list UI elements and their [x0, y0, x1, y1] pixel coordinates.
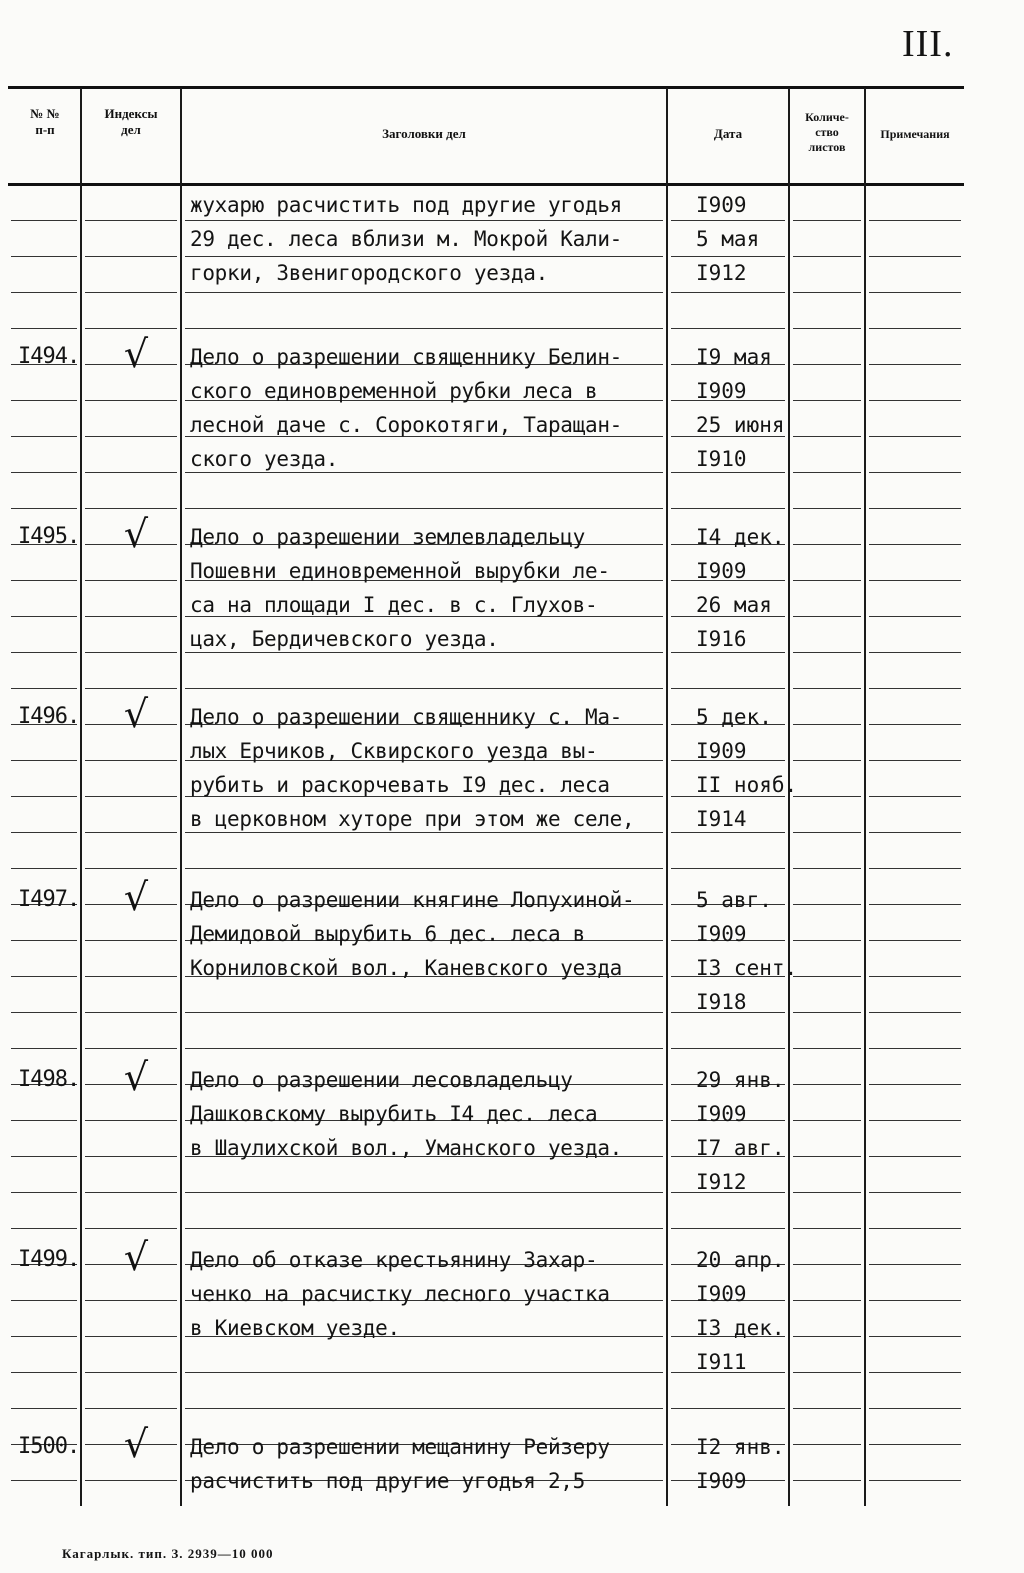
row-rule: [869, 1372, 961, 1373]
header-index: Индексы дел: [104, 106, 158, 137]
row-rule: [793, 1336, 861, 1337]
row-rule: [11, 328, 77, 329]
row-rule: [11, 580, 77, 581]
row-rule: [793, 1228, 861, 1229]
row-rule: [85, 328, 177, 329]
row-rule: [869, 760, 961, 761]
row-rule: [869, 1048, 961, 1049]
header-notes: Примечания: [880, 127, 950, 141]
row-rule: [85, 796, 177, 797]
row-rule: [869, 832, 961, 833]
case-date: I909: [696, 1102, 747, 1126]
row-rule: [793, 904, 861, 905]
row-rule: [793, 364, 861, 365]
case-date: I909: [696, 559, 747, 583]
case-title-line: 29 дес. леса вблизи м. Мокрой Кали-: [190, 227, 623, 251]
row-rule: [11, 1228, 77, 1229]
row-rule: [869, 1264, 961, 1265]
row-rule: [869, 1120, 961, 1121]
check-mark: √: [123, 512, 149, 556]
row-rule: [11, 220, 77, 221]
case-date: I911: [696, 1350, 747, 1374]
row-rule: [793, 1300, 861, 1301]
case-date: I909: [696, 1469, 747, 1493]
row-rule: [869, 1012, 961, 1013]
case-date: I9 мая: [696, 345, 772, 369]
header-title: Заголовки дел: [382, 126, 466, 141]
row-rule: [869, 328, 961, 329]
row-rule: [185, 868, 663, 869]
page-number: III.: [902, 23, 954, 65]
check-mark: √: [123, 1235, 149, 1279]
row-rule: [671, 688, 785, 689]
case-title-line: са на площади I дес. в с. Глухов-: [190, 593, 598, 617]
case-title-line: рубить и раскорчевать I9 дес. леса: [190, 773, 610, 797]
row-rule: [11, 1192, 77, 1193]
case-title-line: Дело о разрешении княгине Лопухиной-: [190, 888, 635, 912]
row-rule: [185, 688, 663, 689]
case-title-line: в церковном хуторе при этом же селе,: [190, 807, 635, 831]
row-rule: [85, 436, 177, 437]
check-mark: √: [123, 692, 149, 736]
row-rule: [793, 796, 861, 797]
row-rule: [85, 1228, 177, 1229]
row-rule: [793, 760, 861, 761]
case-date: 5 мая: [696, 227, 760, 251]
row-rule: [11, 940, 77, 941]
entry-number: I494.: [18, 344, 80, 369]
case-title-line: в Киевском уезде.: [190, 1316, 400, 1340]
row-rule: [793, 1012, 861, 1013]
case-date: 5 дек.: [696, 705, 772, 729]
row-rule: [793, 1156, 861, 1157]
row-rule: [869, 904, 961, 905]
row-rule: [869, 544, 961, 545]
case-title-line: ского уезда.: [190, 447, 339, 471]
row-rule: [185, 328, 663, 329]
case-title-line: расчистить под другие угодья 2,5: [190, 1469, 585, 1493]
row-rule: [793, 1084, 861, 1085]
case-title-line: ского единовременной рубки леса в: [190, 379, 598, 403]
entry-number: I497.: [18, 887, 80, 912]
case-title-line: Дело о разрешении мещанину Рейзеру: [190, 1435, 610, 1459]
row-rule: [869, 1408, 961, 1409]
row-rule: [869, 616, 961, 617]
header-top-rule: [8, 86, 964, 89]
case-title-line: лесной даче с. Сорокотяги, Таращан-: [190, 413, 623, 437]
row-rule: [793, 580, 861, 581]
row-rule: [11, 1408, 77, 1409]
row-rule: [85, 940, 177, 941]
row-rule: [869, 1228, 961, 1229]
row-rule: [85, 472, 177, 473]
case-title-line: Корниловской вол., Каневского уезда: [190, 956, 623, 980]
row-rule: [85, 256, 177, 257]
case-date: I918: [696, 990, 747, 1014]
row-rule: [869, 1336, 961, 1337]
row-rule: [793, 400, 861, 401]
row-rule: [85, 1192, 177, 1193]
row-rule: [85, 580, 177, 581]
row-rule: [869, 796, 961, 797]
row-rule: [11, 256, 77, 257]
row-rule: [671, 508, 785, 509]
case-title-line: Демидовой вырубить 6 дес. леса в: [190, 922, 585, 946]
case-date: I909: [696, 922, 747, 946]
case-date: II нояб.: [696, 773, 798, 797]
entry-number: I496.: [18, 704, 80, 729]
row-rule: [85, 1120, 177, 1121]
row-rule: [185, 1012, 663, 1013]
row-rule: [11, 1480, 77, 1481]
row-rule: [869, 436, 961, 437]
row-rule: [11, 292, 77, 293]
case-date: 20 апр.: [696, 1248, 785, 1272]
row-rule: [11, 1372, 77, 1373]
row-rule: [85, 652, 177, 653]
printer-imprint: Кагарлык. тип. З. 2939—10 000: [62, 1546, 274, 1561]
row-rule: [85, 1372, 177, 1373]
row-rule: [11, 1048, 77, 1049]
case-title-line: горки, Звенигородского уезда.: [190, 261, 548, 285]
row-rule: [869, 868, 961, 869]
case-title-line: Дело о разрешении лесовладельцу: [190, 1068, 573, 1092]
row-rule: [11, 652, 77, 653]
header-sheets: Количе- ство листов: [805, 110, 849, 154]
case-date: I912: [696, 261, 747, 285]
case-date: I2 янв.: [696, 1435, 785, 1459]
header-date: Дата: [713, 126, 743, 141]
case-date: 5 авг.: [696, 888, 772, 912]
row-rule: [793, 1192, 861, 1193]
row-rule: [185, 292, 663, 293]
row-rule: [11, 400, 77, 401]
row-rule: [793, 1444, 861, 1445]
row-rule: [793, 1048, 861, 1049]
case-title-line: Дело о разрешении землевладельцу: [190, 525, 585, 549]
column-rule: [180, 88, 182, 1506]
row-rule: [869, 688, 961, 689]
row-rule: [793, 652, 861, 653]
row-rule: [85, 508, 177, 509]
row-rule: [11, 976, 77, 977]
row-rule: [85, 292, 177, 293]
case-title-line: жухарю расчистить под другие угодья: [190, 193, 623, 217]
row-rule: [85, 976, 177, 977]
row-rule: [85, 1336, 177, 1337]
row-rule: [793, 724, 861, 725]
row-rule: [11, 796, 77, 797]
entry-number: I500.: [18, 1434, 80, 1459]
case-title-line: ченко на расчистку лесного участка: [190, 1282, 610, 1306]
case-date: I3 сент.: [696, 956, 798, 980]
row-rule: [11, 1120, 77, 1121]
row-rule: [85, 868, 177, 869]
row-rule: [11, 1012, 77, 1013]
row-rule: [185, 1372, 663, 1373]
row-rule: [11, 1336, 77, 1337]
check-mark: √: [123, 332, 149, 376]
case-title-line: Дашковскому вырубить I4 дес. леса: [190, 1102, 598, 1126]
row-rule: [793, 1372, 861, 1373]
row-rule: [11, 688, 77, 689]
row-rule: [11, 436, 77, 437]
case-date: 26 мая: [696, 593, 772, 617]
column-rule: [80, 88, 82, 1506]
case-date: 29 янв.: [696, 1068, 785, 1092]
row-rule: [85, 400, 177, 401]
row-rule: [185, 1408, 663, 1409]
row-rule: [671, 868, 785, 869]
row-rule: [85, 1048, 177, 1049]
row-rule: [793, 1480, 861, 1481]
case-title-line: Дело о разрешении священнику с. Ма-: [190, 705, 623, 729]
entry-number: I495.: [18, 524, 80, 549]
row-rule: [793, 616, 861, 617]
row-rule: [185, 1228, 663, 1229]
row-rule: [11, 1156, 77, 1157]
row-rule: [869, 1192, 961, 1193]
case-title-line: лых Ерчиков, Сквирского уезда вы-: [190, 739, 598, 763]
row-rule: [793, 940, 861, 941]
row-rule: [85, 832, 177, 833]
row-rule: [869, 580, 961, 581]
row-rule: [869, 1480, 961, 1481]
row-rule: [185, 1192, 663, 1193]
row-rule: [793, 328, 861, 329]
row-rule: [793, 1408, 861, 1409]
row-rule: [671, 1408, 785, 1409]
row-rule: [869, 472, 961, 473]
row-rule: [671, 1228, 785, 1229]
case-date: I3 дек.: [696, 1316, 785, 1340]
entry-number: I499.: [18, 1247, 80, 1272]
row-rule: [11, 1300, 77, 1301]
row-rule: [869, 508, 961, 509]
row-rule: [793, 544, 861, 545]
row-rule: [869, 292, 961, 293]
row-rule: [671, 1048, 785, 1049]
header-number: № № п-п: [30, 106, 60, 137]
header-bottom-rule: [8, 183, 964, 186]
case-date: I909: [696, 193, 747, 217]
row-rule: [869, 1444, 961, 1445]
row-rule: [11, 760, 77, 761]
row-rule: [869, 364, 961, 365]
row-rule: [85, 1480, 177, 1481]
row-rule: [85, 220, 177, 221]
case-date: I914: [696, 807, 747, 831]
row-rule: [793, 256, 861, 257]
row-rule: [793, 976, 861, 977]
case-date: I4 дек.: [696, 525, 785, 549]
row-rule: [869, 400, 961, 401]
case-date: I912: [696, 1170, 747, 1194]
case-date: I909: [696, 379, 747, 403]
case-title-line: цах, Бердичевского уезда.: [190, 627, 499, 651]
check-mark: √: [123, 1055, 149, 1099]
row-rule: [793, 220, 861, 221]
row-rule: [793, 436, 861, 437]
row-rule: [869, 940, 961, 941]
case-date: I7 авг.: [696, 1136, 785, 1160]
row-rule: [793, 292, 861, 293]
row-rule: [869, 724, 961, 725]
row-rule: [869, 256, 961, 257]
case-date: I916: [696, 627, 747, 651]
column-rule: [864, 88, 866, 1506]
row-rule: [85, 1012, 177, 1013]
entry-number: I498.: [18, 1067, 80, 1092]
row-rule: [869, 220, 961, 221]
row-rule: [869, 1084, 961, 1085]
row-rule: [11, 508, 77, 509]
row-rule: [85, 688, 177, 689]
case-title-line: в Шаулихской вол., Уманского уезда.: [190, 1136, 623, 1160]
case-title-line: Дело о разрешении священнику Белин-: [190, 345, 623, 369]
row-rule: [793, 508, 861, 509]
case-title-line: Пошевни единовременной вырубки ле-: [190, 559, 610, 583]
row-rule: [85, 616, 177, 617]
row-rule: [793, 1264, 861, 1265]
row-rule: [793, 868, 861, 869]
row-rule: [85, 760, 177, 761]
row-rule: [793, 472, 861, 473]
row-rule: [185, 1048, 663, 1049]
row-rule: [11, 832, 77, 833]
row-rule: [671, 328, 785, 329]
row-rule: [185, 508, 663, 509]
row-rule: [869, 1300, 961, 1301]
row-rule: [671, 292, 785, 293]
row-rule: [793, 688, 861, 689]
row-rule: [869, 1156, 961, 1157]
row-rule: [869, 652, 961, 653]
row-rule: [85, 1156, 177, 1157]
row-rule: [11, 868, 77, 869]
case-date: I910: [696, 447, 747, 471]
row-rule: [85, 1300, 177, 1301]
check-mark: √: [123, 1422, 149, 1466]
row-rule: [85, 1408, 177, 1409]
row-rule: [11, 472, 77, 473]
case-title-line: Дело об отказе крестьянину Захар-: [190, 1248, 598, 1272]
case-date: I909: [696, 1282, 747, 1306]
row-rule: [793, 832, 861, 833]
row-rule: [869, 976, 961, 977]
case-date: 25 июня: [696, 413, 785, 437]
row-rule: [11, 616, 77, 617]
check-mark: √: [123, 875, 149, 919]
row-rule: [793, 1120, 861, 1121]
case-date: I909: [696, 739, 747, 763]
